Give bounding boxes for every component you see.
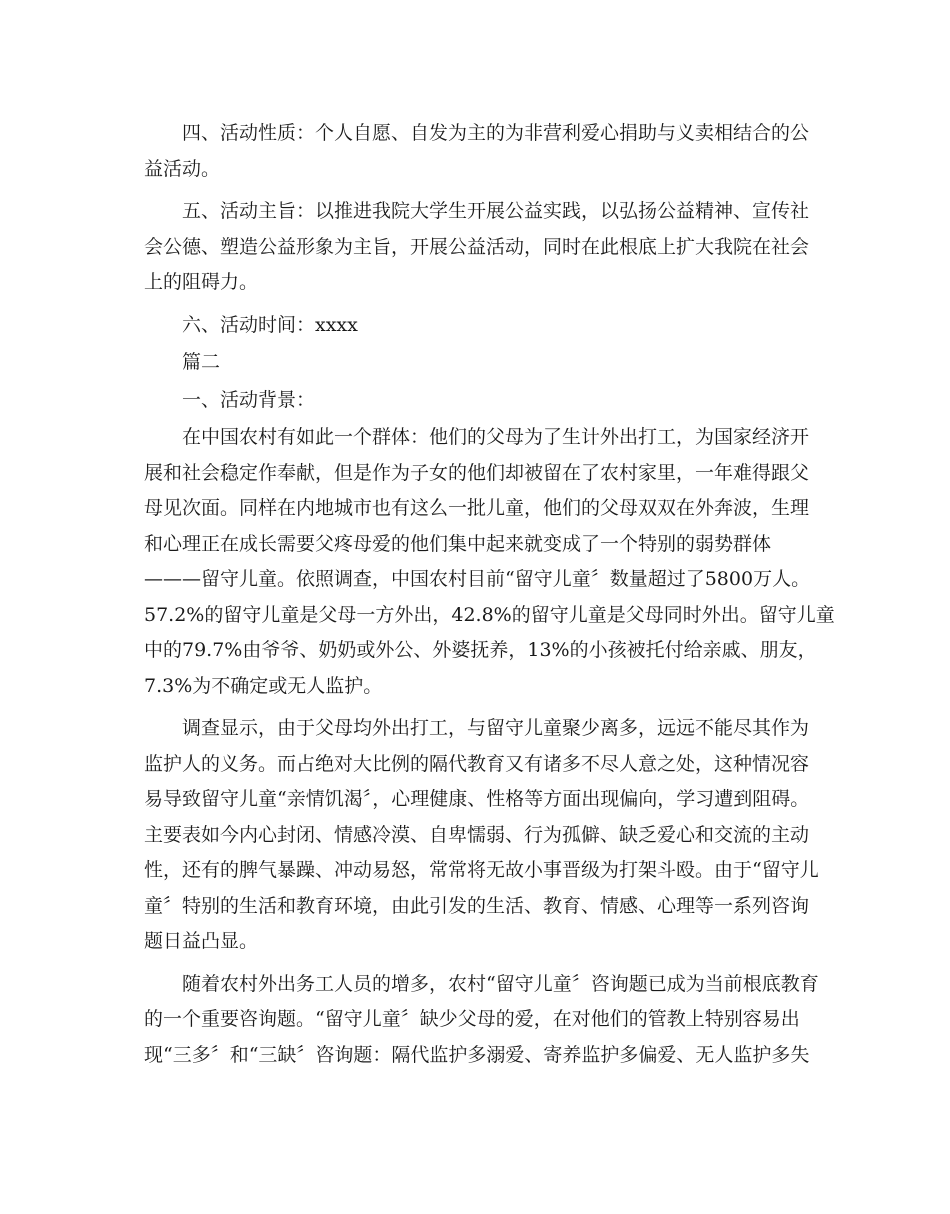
paragraph-activity-nature bbox=[144, 116, 808, 187]
text-line: 母见次面。同样在内地城市也有这么一批儿童，他们的父母双双在外奔波，生理 bbox=[144, 497, 810, 519]
paragraph-activity-purpose bbox=[144, 194, 808, 301]
text-line: 会公德、塑造公益形象为主旨，开展公益活动，同时在此根底上扩大我院在社会 bbox=[144, 235, 810, 258]
text-line: 调查显示，由于父母均外出打工，与留守儿童聚少离多，远远不能尽其作为 bbox=[182, 717, 810, 739]
text-line: 易导致留守儿童“亲情饥渴〞，心理健康、性格等方面出现偏向，学习遭到阻碍。 bbox=[144, 788, 810, 810]
text-line: 四、活动性质：个人自愿、自发为主的为非营利爱心捐助与义卖相结合的公 bbox=[182, 122, 810, 144]
text-line: 57.2%的留守儿童是父母一方外出，42.8%的留守儿童是父母同时外出。留守儿童 bbox=[144, 603, 835, 626]
section-heading-part-two bbox=[144, 345, 808, 381]
text-line: 六、活动时间：xxxx bbox=[182, 313, 358, 336]
text-line: 现“三多〞和“三缺〞咨询题：隔代监护多溺爱、寄养监护多偏爱、无人监护多失 bbox=[144, 1043, 810, 1066]
text-line: 7.3%为不确定或无人监护。 bbox=[144, 674, 383, 697]
text-line: 一、活动背景： bbox=[182, 388, 316, 411]
text-line: 篇二 bbox=[182, 351, 221, 373]
text-line: 随着农村外出务工人员的增多，农村“留守儿童〞咨询题已成为当前根底教育 bbox=[182, 972, 819, 995]
text-line: 主要表如今内心封闭、情感冷漠、自卑懦弱、行为孤僻、缺乏爱心和交流的主动 bbox=[144, 823, 810, 846]
heading-activity-background bbox=[144, 383, 808, 419]
paragraph-activity-time bbox=[144, 308, 808, 344]
text-line: 的一个重要咨询题。“留守儿童〞缺少父母的爱，在对他们的管教上特别容易出 bbox=[144, 1008, 800, 1030]
text-line: 性，还有的脾气暴躁、冲动易怒，常常将无故小事晋级为打架斗殴。由于“留守儿 bbox=[144, 859, 819, 881]
text-line: 中的79.7%由爷爷、奶奶或外公、外婆抚养，13%的小孩被托付给亲戚、朋友， bbox=[144, 639, 817, 661]
text-line: 童〞特别的生活和教育环境，由此引发的生活、教育、情感、心理等一系列咨询 bbox=[144, 894, 810, 917]
paragraph-survey-findings bbox=[144, 711, 819, 960]
text-line: 和心理正在成长需要父疼母爱的他们集中起来就变成了一个特别的弱势群体 bbox=[144, 532, 772, 555]
text-line: 题日益凸显。 bbox=[144, 930, 259, 952]
text-line: 监护人的义务。而占绝对大比例的隔代教育又有诸多不尽人意之处，这种情况容 bbox=[144, 752, 810, 775]
text-line: 五、活动主旨：以推进我院大学生开展公益实践，以弘扬公益精神、宣传社 bbox=[182, 200, 810, 222]
text-line: 益活动。 bbox=[144, 157, 221, 180]
text-line: 展和社会稳定作奉献，但是作为子女的他们却被留在了农村家里，一年难得跟父 bbox=[144, 461, 810, 484]
text-line: 上的阻碍力。 bbox=[144, 271, 259, 293]
text-line: 在中国农村有如此一个群体：他们的父母为了生计外出打工，为国家经济开 bbox=[182, 426, 810, 448]
paragraph-rural-issue bbox=[144, 967, 819, 1074]
document-body bbox=[144, 116, 835, 1073]
text-line: ———留守儿童。依照调查，中国农村目前“留守儿童〞数量超过了5800万人。 bbox=[144, 568, 811, 590]
paragraph-background-group bbox=[144, 420, 835, 704]
